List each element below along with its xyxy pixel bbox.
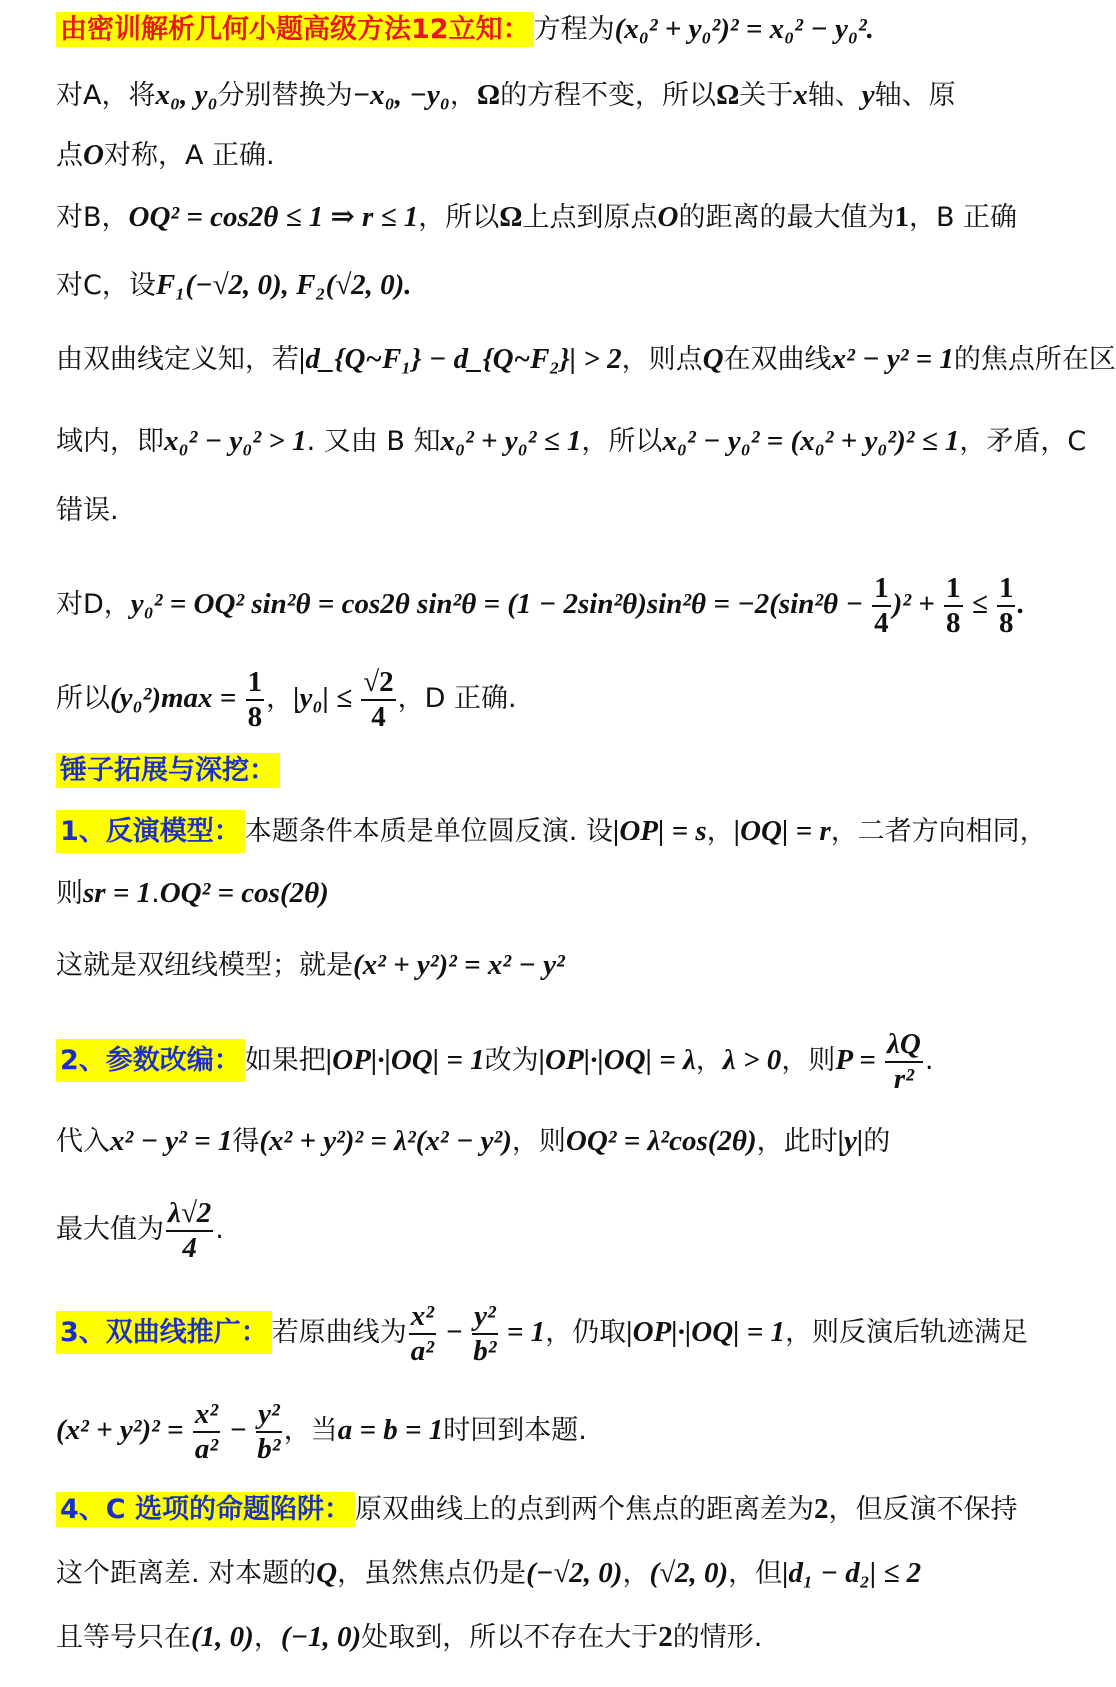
text: ，但 [728, 1558, 783, 1589]
text: 对D， [56, 589, 131, 620]
math: λ > 0 [722, 1044, 782, 1076]
line-15 [56, 1020, 1060, 1101]
line-10 [56, 658, 1060, 739]
math: x₀, y₀ [155, 79, 218, 111]
text: 对称，A 正确. [103, 140, 275, 171]
text: 的距离的最大值为 [678, 202, 895, 233]
numerator: λQ [885, 1030, 923, 1063]
text: 的 [863, 1126, 891, 1157]
text: ，虽然焦点仍是 [337, 1558, 527, 1589]
text: 由双曲线定义知，若 [56, 344, 299, 375]
text: 且等号只在 [56, 1622, 191, 1653]
math: Q [702, 343, 724, 375]
fraction [997, 571, 1016, 639]
text: 的情形. [672, 1622, 763, 1653]
text: ，则 [781, 1045, 836, 1076]
line-13 [56, 870, 1060, 917]
math: (1, 0) [191, 1621, 254, 1653]
line-20 [56, 1486, 1060, 1533]
text: ，二者方向相同， [830, 816, 1047, 847]
text: 分别替换为 [217, 80, 353, 111]
text: 关于 [739, 80, 794, 111]
text: 轴、 [807, 80, 862, 111]
numerator: √2 [361, 668, 395, 701]
math: 2 [658, 1621, 673, 1653]
line-3 [56, 132, 1060, 179]
text: 轴、原 [874, 80, 956, 111]
math: |OP| = s [612, 815, 707, 847]
text: 对B， [56, 202, 129, 233]
text: 域内，即 [56, 426, 164, 457]
text: ，仍取 [545, 1317, 627, 1348]
method-heading: 由密训解析几何小题高级方法12立知： [56, 12, 534, 47]
text: 上点到原点 [522, 202, 658, 233]
math: x₀² + y₀² ≤ 1 [440, 425, 582, 457]
math: |d_{Q~F₁} − d_{Q~F₂}| > 2 [299, 343, 622, 375]
math: P = [835, 1044, 883, 1076]
line-17 [56, 1190, 1060, 1270]
text: ， [449, 80, 477, 111]
numerator: 1 [872, 574, 891, 607]
math: y [861, 79, 875, 111]
section-heading: 锤子拓展与深挖： [56, 753, 280, 788]
math: (x² + y²)² = [56, 1414, 191, 1446]
math: x₀² − y₀² = (x₀² + y₀²)² ≤ 1 [662, 425, 960, 457]
line-21 [56, 1550, 1060, 1597]
denominator: b² [473, 1334, 497, 1367]
fraction [472, 1299, 498, 1367]
line-22 [56, 1614, 1060, 1661]
text: 改为 [484, 1045, 539, 1076]
text: ，矛盾，C [959, 426, 1087, 457]
line-6 [56, 336, 1116, 383]
math: (x² + y²)² = λ²(x² − y²) [259, 1125, 512, 1157]
text: ，所以 [418, 202, 500, 233]
point-1-heading: 1、反演模型： [56, 810, 245, 853]
text: ，则 [511, 1126, 566, 1157]
denominator: a² [410, 1334, 434, 1367]
text: 在双曲线 [723, 344, 832, 375]
math: (√2, 0) [649, 1557, 729, 1589]
math: a = b = 1 [337, 1414, 444, 1446]
line-7 [56, 418, 1087, 465]
text: 则 [56, 878, 83, 909]
math: . [1017, 588, 1025, 620]
math: y₀² = OQ² sin²θ = cos2θ sin²θ = (1 − 2sin²θ)sin²θ = −2(sin²θ − [130, 588, 871, 620]
point-2-heading: 2、参数改编： [56, 1039, 245, 1082]
line-19 [56, 1390, 1060, 1471]
fraction [885, 1027, 923, 1095]
denominator: r² [893, 1062, 914, 1095]
text: 点 [56, 140, 83, 171]
denominator: 4 [371, 700, 386, 733]
math: Ω [476, 79, 501, 111]
math: sr = 1 [83, 877, 152, 909]
math: F₁(−√2, 0), F₂(√2, 0). [155, 269, 412, 301]
denominator: 4 [182, 1231, 197, 1264]
math: − [222, 1414, 255, 1446]
line-8 [56, 488, 1060, 534]
denominator: 8 [998, 606, 1014, 639]
math: |OP|·|OQ| = 1 [325, 1044, 485, 1076]
text: . [215, 1214, 224, 1245]
text: ，则点 [621, 344, 703, 375]
text: 方程为 [533, 14, 615, 45]
fraction [409, 1299, 436, 1367]
text: 所以 [56, 683, 110, 714]
text: ，则反演后轨迹满足 [785, 1317, 1029, 1348]
math: OQ² = λ²cos(2θ) [565, 1125, 757, 1157]
math: OQ² = cos(2θ) [159, 877, 329, 909]
fraction [193, 1397, 220, 1465]
text: . [151, 878, 160, 909]
text: ， [266, 683, 294, 714]
math: (−√2, 0) [526, 1557, 623, 1589]
math: (y₀²)max = [110, 682, 244, 714]
text: 对A，将 [56, 80, 156, 111]
text: . [924, 1045, 934, 1076]
text: ，所以 [581, 426, 663, 457]
line-2 [56, 72, 1060, 119]
text: ，此时 [756, 1126, 838, 1157]
text: 本题条件本质是单位圆反演. 设 [244, 816, 613, 847]
text: 处取到，所以不存在大于 [361, 1622, 659, 1653]
text: ，B 正确 [908, 202, 1018, 233]
text: 这个距离差. 对本题的 [56, 1558, 317, 1589]
text: ， [695, 1045, 723, 1076]
math: O [657, 201, 679, 233]
text: 得 [232, 1126, 260, 1157]
line-18 [56, 1292, 1060, 1373]
text: 若原曲线为 [271, 1317, 407, 1348]
line-1 [56, 6, 1060, 53]
denominator: a² [194, 1432, 219, 1465]
line-11 [56, 748, 1060, 794]
text: ， [706, 816, 734, 847]
denominator: 8 [946, 606, 961, 639]
line-12 [56, 808, 1060, 855]
text: 对C，设 [56, 270, 156, 301]
denominator: 4 [874, 606, 889, 639]
numerator: x² [193, 1400, 220, 1433]
text: 错误. [56, 495, 119, 526]
text: ，当 [283, 1415, 338, 1446]
fraction [944, 571, 963, 639]
line-16 [56, 1118, 1060, 1165]
math: x [793, 79, 808, 111]
point-3-heading: 3、双曲线推广： [56, 1311, 272, 1354]
math: |OQ| = r [733, 815, 831, 847]
math: (−1, 0) [280, 1621, 362, 1653]
numerator: y² [256, 1400, 282, 1433]
text: 的焦点所在区 [953, 344, 1116, 375]
math: x₀² − y₀² > 1 [164, 425, 307, 457]
text: ， [622, 1558, 650, 1589]
numerator: 1 [246, 668, 265, 701]
denominator: 8 [247, 700, 263, 733]
math: |d₁ − d₂| ≤ 2 [782, 1557, 922, 1589]
text: ， [253, 1622, 281, 1653]
point-4-heading: 4、C 选项的命题陷阱： [56, 1492, 355, 1527]
numerator: x² [409, 1302, 436, 1335]
line-9 [56, 564, 1060, 645]
text: . 又由 B 知 [306, 426, 441, 457]
math: |OP|·|OQ| = 1 [626, 1316, 786, 1348]
math: 2 [814, 1493, 829, 1525]
math: = 1 [499, 1316, 546, 1348]
text: 最大值为 [56, 1214, 164, 1245]
text: 这就是双纽线模型；就是 [56, 950, 353, 981]
text: ，但反演不保持 [828, 1494, 1018, 1525]
line-14 [56, 942, 1060, 989]
fraction [246, 665, 265, 733]
denominator: b² [257, 1432, 281, 1465]
math: − [438, 1316, 471, 1348]
fraction [872, 571, 891, 639]
text: 原双曲线上的点到两个焦点的距离差为 [355, 1494, 815, 1525]
math: (x² + y²)² = x² − y² [353, 949, 565, 981]
numerator: y² [472, 1302, 498, 1335]
math: Ω [499, 201, 523, 233]
math: )² + [892, 588, 943, 620]
math: |OP|·|OQ| = λ [538, 1044, 696, 1076]
line-4 [56, 194, 1060, 241]
math: x² − y² = 1 [831, 343, 954, 375]
text: 如果把 [244, 1045, 326, 1076]
text: 的方程不变，所以 [500, 80, 717, 111]
math: |y| [837, 1125, 864, 1157]
text: 时回到本题. [443, 1415, 587, 1446]
math: |y₀| ≤ [293, 682, 360, 714]
line-5 [56, 262, 1060, 309]
text: 代入 [56, 1126, 110, 1157]
numerator: 1 [997, 574, 1016, 607]
fraction [361, 665, 395, 733]
math: −x₀, −y₀ [352, 79, 450, 111]
math: ≤ [964, 588, 995, 620]
numerator: 1 [944, 574, 963, 607]
equation: (x₀² + y₀²)² = x₀² − y₀². [614, 13, 874, 45]
math: 1 [894, 201, 909, 233]
math: Ω [716, 79, 740, 111]
math: O [83, 139, 104, 171]
math: Q [316, 1557, 338, 1589]
fraction [166, 1196, 213, 1264]
text: ，D 正确. [397, 683, 517, 714]
numerator: λ√2 [166, 1199, 213, 1232]
fraction [256, 1397, 282, 1465]
math: OQ² = cos2θ ≤ 1 ⇒ r ≤ 1 [128, 201, 419, 233]
math: x² − y² = 1 [110, 1125, 233, 1157]
